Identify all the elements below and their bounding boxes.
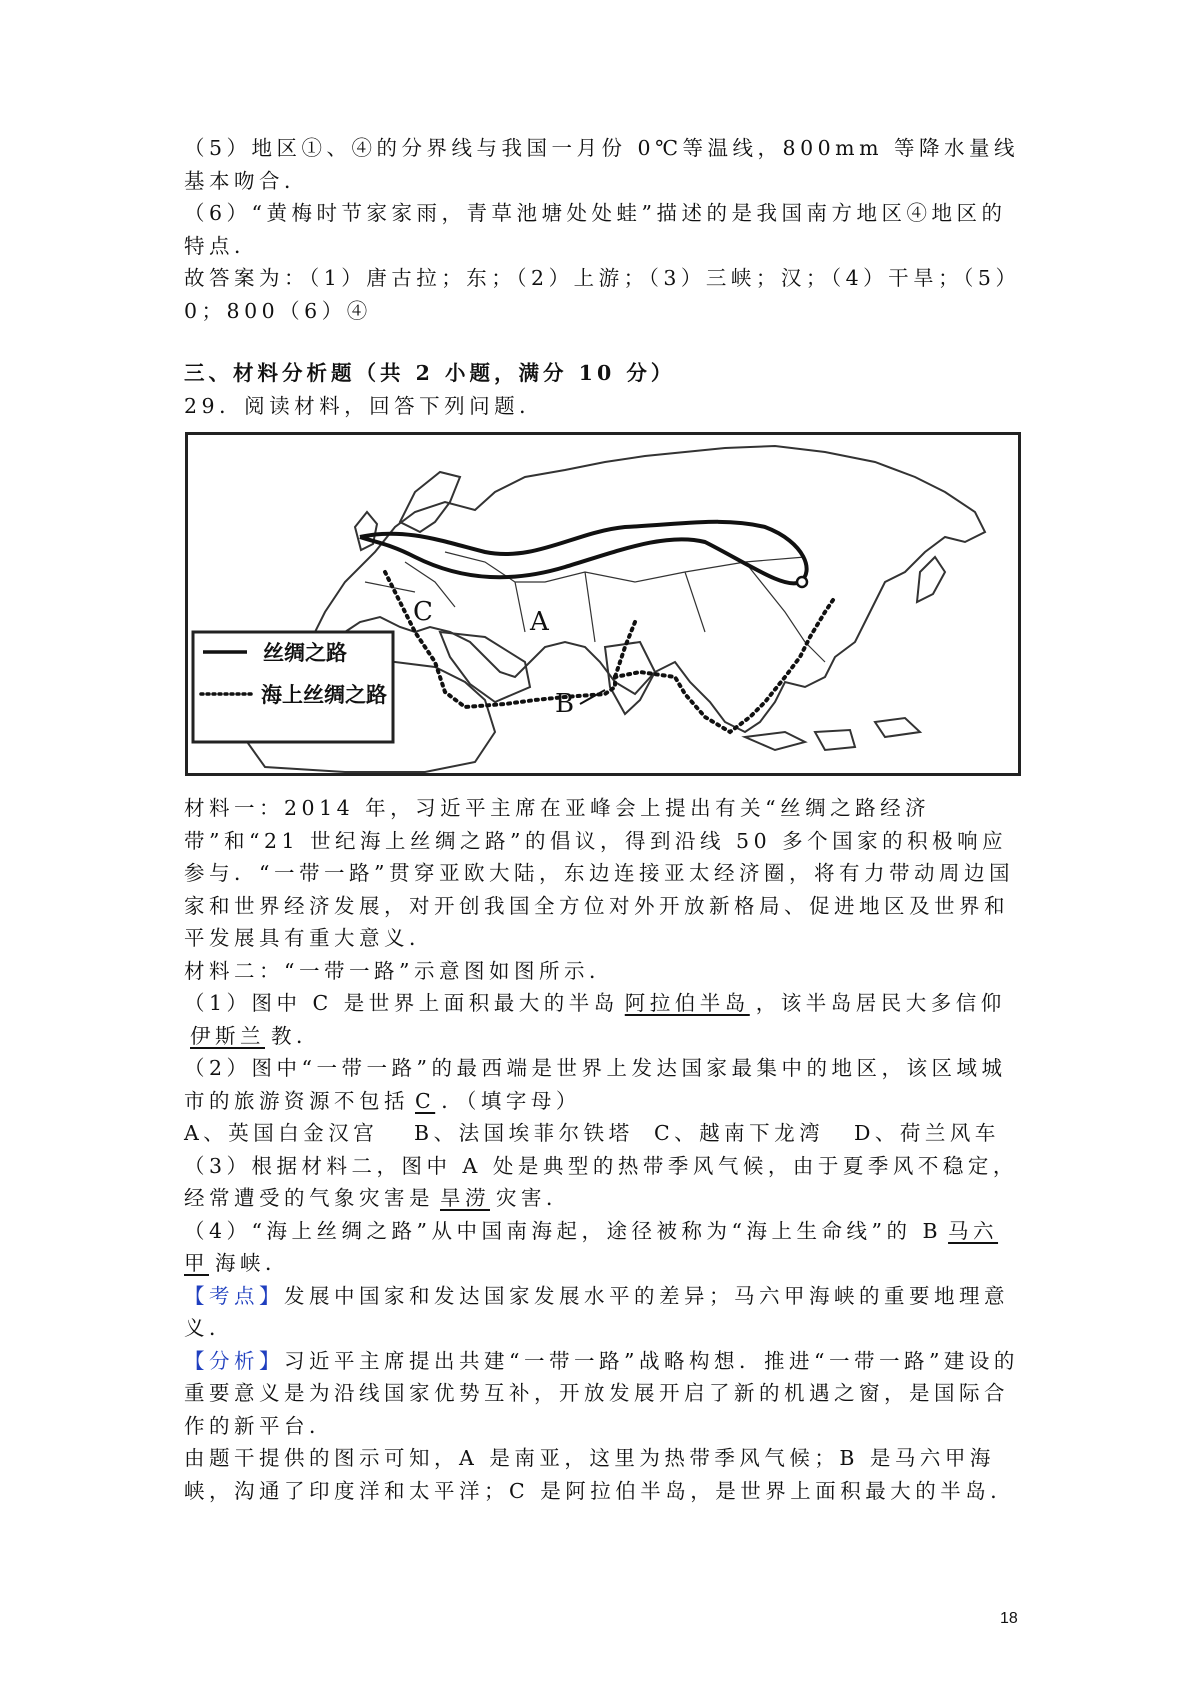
silk-road-endpoint [797, 577, 807, 587]
map-label-a: A [530, 607, 549, 637]
question-29-stem: 29．阅读材料，回答下列问题． [184, 393, 545, 418]
question-3-post: 灾害． [496, 1186, 571, 1210]
question-2-answer: C [415, 1088, 436, 1113]
prev-answer-block [184, 132, 1024, 422]
question-3-pre: （3）根据材料二，图中 A 处是典型的热带季风气候，由于夏季风不稳定，经常遭受的气象灾害是 [184, 1153, 1018, 1210]
question-2-options [184, 1117, 1024, 1150]
fenxi-text: 习近平主席提出共建“一带一路”战略构想．推进“一带一路”建设的重要意义是为沿线国家优势互补，开放发展开启了新的机遇之窗，是国际合作的新平台． [184, 1348, 1019, 1438]
kaodian-tag: 【考点】 [184, 1283, 284, 1308]
question-1-mid: ，该半岛居民大多信仰 [755, 991, 1006, 1015]
question-4-answer: 马六甲 [184, 1218, 999, 1275]
question-3-answer: 旱涝 [440, 1186, 490, 1210]
map-label-c: C [413, 597, 433, 627]
legend-maritime-road: 海上丝绸之路 [261, 683, 387, 707]
question-4-post: 海峡． [215, 1251, 290, 1275]
analysis-conclusion: 由题干提供的图示可知，A 是南亚，这里为热带季风气候；B 是马六甲海峡，沟通了印度洋和太平洋；C 是阿拉伯半岛，是世界上面积最大的半岛． [184, 1446, 1016, 1503]
fenxi-section [184, 1345, 1024, 1443]
option-d: D、荷兰风车 [854, 1121, 1000, 1145]
question-2-pre: （2）图中“一带一路”的最西端是世界上发达国家最集中的地区，该区域城市的旅游资源不包括 [184, 1056, 1007, 1113]
legend-silk-road: 丝绸之路 [263, 641, 347, 665]
option-c: C、越南下龙湾 [654, 1121, 825, 1145]
answer-summary: 故答案为：（1）唐古拉；东；（2）上游；（3）三峡；汉；（4）干旱；（5）0；800（6）④ [184, 266, 1021, 323]
material-one: 材料一：2014 年，习近平主席在亚峰会上提出有关“丝绸之路经济带”和“21 世纪海上丝绸之路”的倡议，得到沿线 50 多个国家的积极响应参与．“一带一路”贯穿亚欧大陆，东边连接亚太经济圈，将有力带动周边国家和世界经济发展，对开创我国全方位对外开放新格局、促进地区及世界和平发展具有重大意义． [184, 796, 1014, 950]
answer-line-5: （5）地区①、④的分界线与我国一月份 0℃等温线，800mm 等降水量线基本吻合． [184, 136, 1020, 193]
question-2-post: ．（填字母） [441, 1088, 581, 1113]
question-1-answer-peninsula: 阿拉伯半岛 [624, 991, 750, 1015]
section-title: 三、材料分析题（共 2 小题，满分 10 分） [184, 361, 676, 385]
option-b: B、法国埃菲尔铁塔 [414, 1121, 634, 1145]
question-1-answer-religion: 伊斯兰 [190, 1023, 265, 1048]
map-label-b: B [555, 689, 575, 719]
materials-block [184, 792, 1024, 1507]
fenxi-tag: 【分析】 [184, 1348, 284, 1373]
question-3 [184, 1150, 1024, 1215]
question-1-post: 教． [271, 1023, 321, 1048]
option-a: A、英国白金汉宫 [184, 1121, 379, 1145]
question-1 [184, 987, 1024, 1052]
map-legend [193, 632, 393, 742]
material-two: 材料二：“一带一路”示意图如图所示． [184, 958, 614, 983]
answer-line-6: （6）“黄梅时节家家雨，青草池塘处处蛙”描述的是我国南方地区④地区的特点． [184, 201, 1007, 258]
kaodian-text: 发展中国家和发达国家发展水平的差异；马六甲海峡的重要地理意义． [184, 1283, 1009, 1340]
question-2 [184, 1052, 1024, 1117]
kaodian-section [184, 1280, 1024, 1345]
page-number: 18 [1000, 1610, 1018, 1627]
belt-road-map [185, 432, 1021, 776]
question-4 [184, 1215, 1024, 1280]
question-1-pre: （1）图中 C 是世界上面积最大的半岛 [184, 991, 619, 1015]
question-4-pre: （4）“海上丝绸之路”从中国南海起，途径被称为“海上生命线”的 B [184, 1218, 943, 1243]
